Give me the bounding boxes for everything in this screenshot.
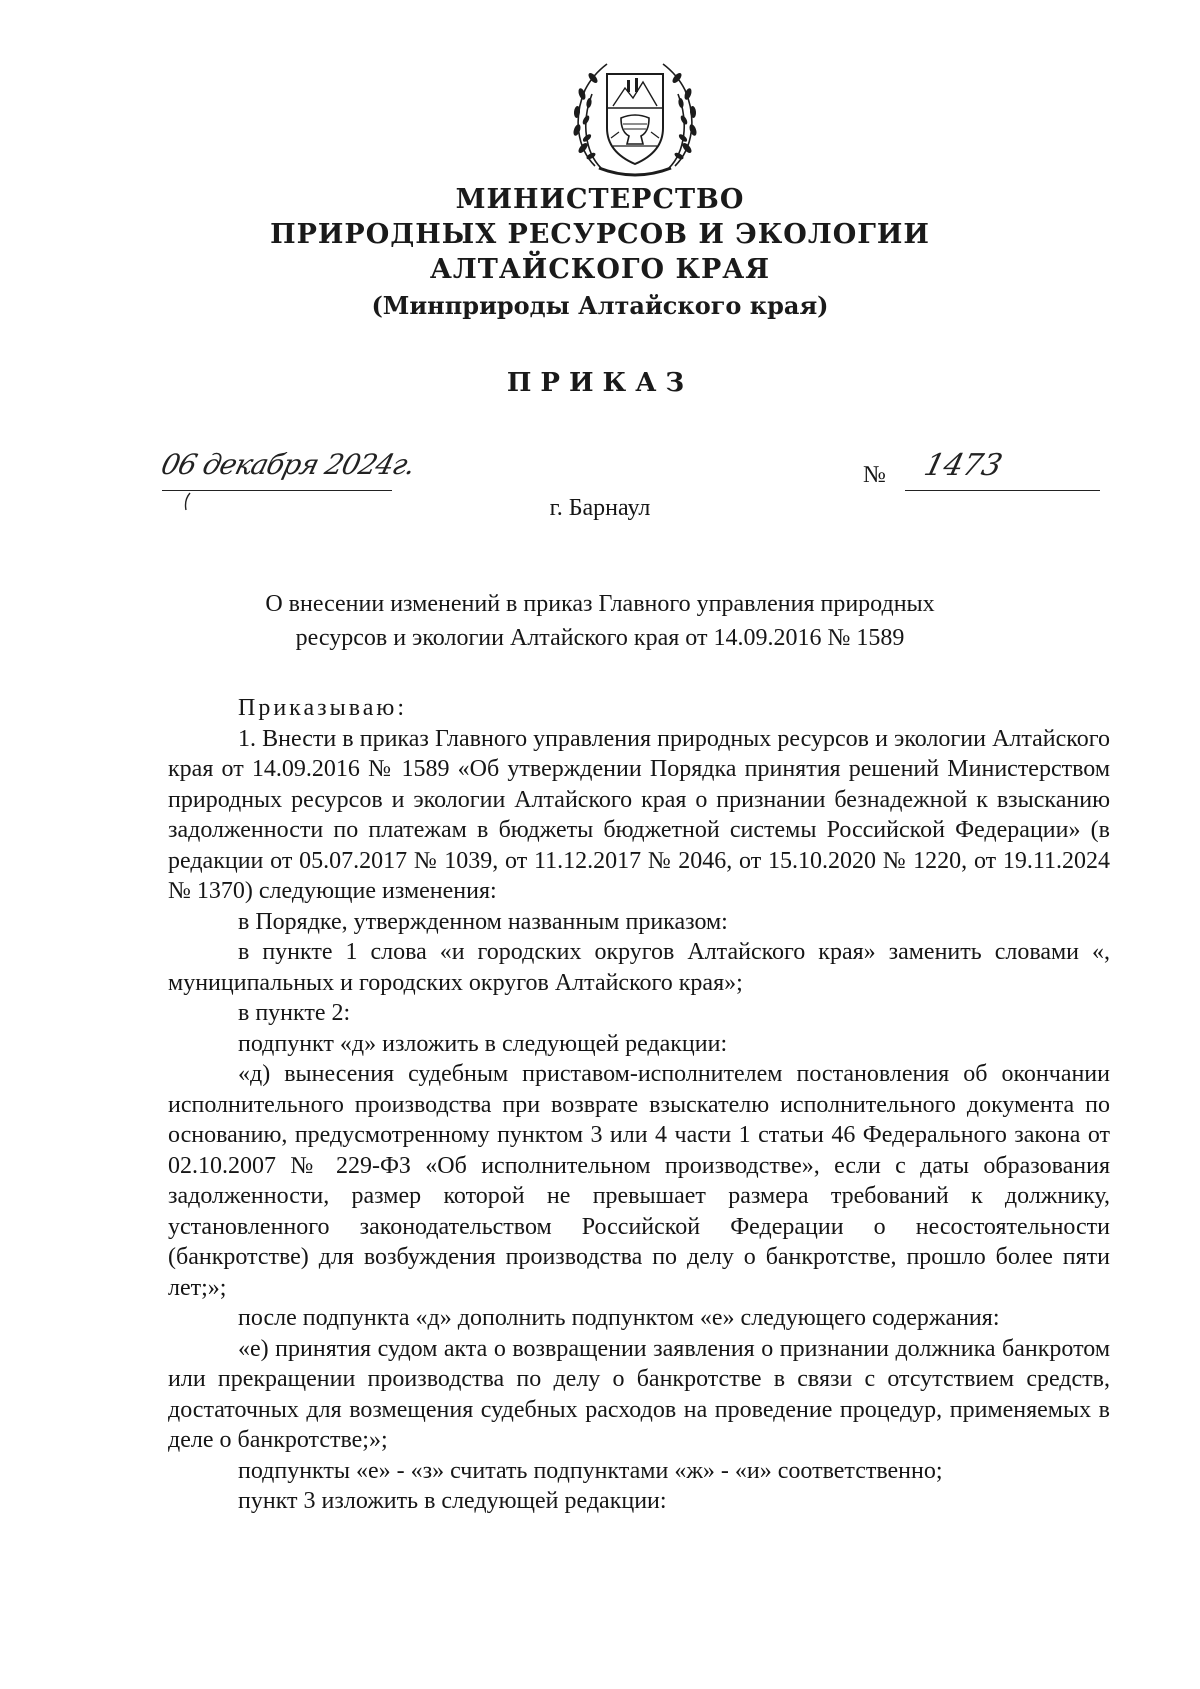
paragraph-1: 1. Внести в приказ Главного управления природных ресурсов и экологии Алтайского края от 14.09.2016 № 1589 «Об утверждении Порядка принятия решений Министерством природных ресурсов и экологии Алтайского края о признании безнадежной к взысканию задолженности по платежам в бюджеты бюджетной системы Российской Федерации» (в редакции от 05.07.2017 № 1039, от 11.12.2017 № 2046, от 15.10.2020 № 1220, от 19.11.2024 № 1370) следующие изменения: <box>168 725 1110 904</box>
document-city: г. Барнаул <box>549 495 651 521</box>
paragraph-2: в Порядке, утвержденном названным приказом: <box>238 908 728 935</box>
org-short-name: (Минприроды Алтайского края) <box>371 291 829 320</box>
coat-of-arms-icon <box>565 48 705 188</box>
date-underline <box>162 490 392 491</box>
org-name-line2: ПРИРОДНЫХ РЕСУРСОВ И ЭКОЛОГИИ <box>270 219 930 250</box>
paragraph-4: в пункте 2: <box>238 1000 351 1026</box>
org-name-line3: АЛТАЙСКОГО КРАЯ <box>429 254 771 285</box>
document-type-title: ПРИКАЗ <box>506 368 694 398</box>
paragraph-9: подпункты «е» - «з» считать подпунктами «ж» - «и» соответственно; <box>238 1457 943 1484</box>
subject-line-2: ресурсов и экологии Алтайского края от 14.09.2016 № 1589 <box>295 625 905 651</box>
subject-line-1: О внесении изменений в приказ Главного управления природных <box>265 591 935 617</box>
document-date-handwritten: 06 декабря 2024г. <box>157 448 419 481</box>
order-word: Приказываю: <box>238 695 407 721</box>
order-body <box>168 693 1110 1517</box>
paragraph-8: «е) принятия судом акта о возвращении заявления о признании должника банкротом или прекращении производства по делу о банкротстве в связи с отсутствием средств, достаточных для возмещения судебных расходов на проведение процедур, применяемых в деле о банкротстве;»; <box>168 1335 1110 1453</box>
paragraph-10: пункт 3 изложить в следующей редакции: <box>238 1488 667 1514</box>
number-underline <box>905 490 1100 491</box>
number-sign: № <box>863 462 886 488</box>
paragraph-5: подпункт «д» изложить в следующей редакции: <box>238 1030 728 1057</box>
document-number-handwritten: 1473 <box>920 448 1006 483</box>
paragraph-3: в пункте 1 слова «и городских округов Алтайского края» заменить словами «, муниципальных и городских округов Алтайского края»; <box>168 939 1110 996</box>
org-name-line1: МИНИСТЕРСТВО <box>455 184 745 215</box>
paragraph-6: «д) вынесения судебным приставом-исполнителем постановления об окончании исполнительного производства при возврате взыскателю исполнительного документа по основанию, предусмотренному пунктом 3 или 4 части 1 статьи 46 Федерального закона от 02.10.2007 № 229-ФЗ «Об исполнительном производстве», если с даты образования задолженности, размер которой не превышает размера требований к должнику, установленного законодательством Российской Федерации о несостоятельности (банкротстве) для возбуждения производства по делу о банкротстве, прошло более пяти лет;»; <box>168 1061 1110 1301</box>
paragraph-7: после подпункта «д» дополнить подпунктом «е» следующего содержания: <box>238 1305 1000 1331</box>
